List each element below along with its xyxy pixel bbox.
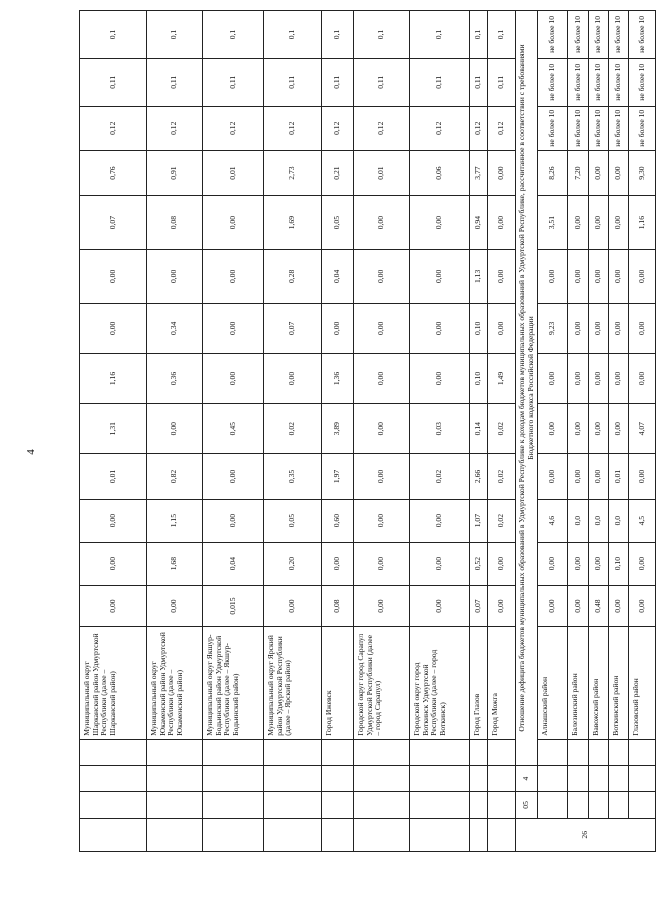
value-cell: 1,97 bbox=[322, 454, 354, 499]
blank-cell bbox=[80, 766, 147, 792]
blank-cell bbox=[568, 792, 589, 818]
value-cell: 0,08 bbox=[147, 196, 203, 250]
blank-cell bbox=[80, 792, 147, 818]
blank-cell bbox=[470, 818, 488, 851]
value-cell: 0,00 bbox=[538, 454, 568, 499]
blank-cell bbox=[609, 766, 629, 792]
value-cell: 0,1 bbox=[488, 11, 516, 59]
value-cell: 0,00 bbox=[589, 150, 609, 195]
value-cell: 0,08 bbox=[322, 585, 354, 627]
value-cell: 0,00 bbox=[203, 303, 264, 353]
value-cell: не более 10 bbox=[629, 11, 656, 59]
blank-cell bbox=[629, 792, 656, 818]
blank-cell bbox=[488, 766, 516, 792]
value-cell: 0,03 bbox=[410, 404, 470, 454]
value-cell: 0,21 bbox=[322, 150, 354, 195]
blank-cell bbox=[264, 818, 322, 851]
value-cell: 8,26 bbox=[538, 150, 568, 195]
blank-cell bbox=[264, 739, 322, 765]
blank-cell bbox=[568, 739, 589, 765]
value-cell: не более 10 bbox=[538, 106, 568, 150]
value-cell: 0,20 bbox=[264, 542, 322, 585]
table-row bbox=[354, 11, 410, 852]
value-cell: 0,11 bbox=[488, 58, 516, 106]
value-cell: 0,00 bbox=[568, 585, 589, 627]
value-cell: 0,00 bbox=[568, 249, 589, 303]
value-cell: 0,01 bbox=[354, 150, 410, 195]
blank-cell bbox=[609, 792, 629, 818]
value-cell: 0,11 bbox=[470, 58, 488, 106]
value-cell: 0,00 bbox=[589, 249, 609, 303]
value-cell: 0,35 bbox=[264, 454, 322, 499]
value-cell: 0,00 bbox=[538, 585, 568, 627]
value-cell: 0,00 bbox=[538, 404, 568, 454]
value-cell: 0,11 bbox=[410, 58, 470, 106]
value-cell: 0,00 bbox=[80, 249, 147, 303]
row-name: Город Ижевск bbox=[322, 627, 354, 739]
value-cell: 0,12 bbox=[488, 106, 516, 150]
value-cell: 0,07 bbox=[80, 196, 147, 250]
value-cell: 0,02 bbox=[410, 454, 470, 499]
value-cell: не более 10 bbox=[568, 106, 589, 150]
value-cell: 0,00 bbox=[354, 353, 410, 403]
value-cell: 0,11 bbox=[354, 58, 410, 106]
value-cell: 0,00 bbox=[410, 542, 470, 585]
value-cell: 0,60 bbox=[322, 499, 354, 542]
value-cell: 0,01 bbox=[80, 454, 147, 499]
value-cell: 0,00 bbox=[538, 249, 568, 303]
value-cell: 0,00 bbox=[80, 585, 147, 627]
blank-cell bbox=[203, 792, 264, 818]
value-cell: 9,30 bbox=[629, 150, 656, 195]
value-cell: 0,00 bbox=[629, 585, 656, 627]
blank-cell bbox=[410, 739, 470, 765]
value-cell: 0,01 bbox=[609, 454, 629, 499]
value-cell: 0,12 bbox=[354, 106, 410, 150]
blank-cell bbox=[538, 739, 568, 765]
blank-cell bbox=[147, 739, 203, 765]
value-cell: 0,12 bbox=[410, 106, 470, 150]
value-cell: 0,00 bbox=[410, 249, 470, 303]
value-cell: 0,00 bbox=[80, 499, 147, 542]
value-cell: 0,00 bbox=[410, 303, 470, 353]
value-cell: 0,01 bbox=[203, 150, 264, 195]
blank-cell bbox=[488, 739, 516, 765]
value-cell: 1,68 bbox=[147, 542, 203, 585]
blank-cell bbox=[147, 818, 203, 851]
value-cell: 0,00 bbox=[609, 249, 629, 303]
value-cell: не более 10 bbox=[589, 58, 609, 106]
value-cell: 0,00 bbox=[354, 303, 410, 353]
value-cell: 0,00 bbox=[568, 404, 589, 454]
blank-cell bbox=[354, 818, 410, 851]
blank-cell bbox=[147, 792, 203, 818]
value-cell: 1,13 bbox=[470, 249, 488, 303]
blank-cell bbox=[322, 818, 354, 851]
value-cell: 0,00 bbox=[488, 303, 516, 353]
value-cell: 0,00 bbox=[589, 542, 609, 585]
blank-cell bbox=[203, 766, 264, 792]
value-cell: 0,00 bbox=[488, 249, 516, 303]
table-row bbox=[470, 11, 488, 852]
value-cell: 0,02 bbox=[264, 404, 322, 454]
blank-cell bbox=[629, 739, 656, 765]
table-row bbox=[568, 11, 589, 852]
blank-cell bbox=[488, 818, 516, 851]
value-cell: 0,94 bbox=[470, 196, 488, 250]
value-cell: 4,07 bbox=[629, 404, 656, 454]
row-name: Балезинский район bbox=[568, 627, 589, 739]
value-cell: 0,00 bbox=[629, 303, 656, 353]
row-name: Город Можга bbox=[488, 627, 516, 739]
value-cell: 0,04 bbox=[322, 249, 354, 303]
section-subcode: 05 bbox=[516, 792, 538, 818]
value-cell: 0,00 bbox=[203, 499, 264, 542]
value-cell: 0,00 bbox=[568, 542, 589, 585]
value-cell: 0,1 bbox=[147, 11, 203, 59]
table-row bbox=[264, 11, 322, 852]
value-cell: 0,12 bbox=[322, 106, 354, 150]
value-cell: 0,05 bbox=[264, 499, 322, 542]
value-cell: 1,36 bbox=[322, 353, 354, 403]
blank-cell bbox=[410, 818, 470, 851]
value-cell: 0,00 bbox=[203, 454, 264, 499]
value-cell: 0,00 bbox=[354, 249, 410, 303]
value-cell: 0,07 bbox=[264, 303, 322, 353]
value-cell: 0,00 bbox=[354, 542, 410, 585]
value-cell: 0,1 bbox=[410, 11, 470, 59]
value-cell: 0,00 bbox=[488, 196, 516, 250]
blank-cell bbox=[80, 739, 147, 765]
value-cell: 0,00 bbox=[147, 404, 203, 454]
value-cell: 0,00 bbox=[568, 353, 589, 403]
section-number: 26 bbox=[516, 818, 656, 851]
value-cell: не более 10 bbox=[538, 11, 568, 59]
value-cell: 4,5 bbox=[629, 499, 656, 542]
value-cell: 0,82 bbox=[147, 454, 203, 499]
blank-cell bbox=[609, 739, 629, 765]
value-cell: 9,23 bbox=[538, 303, 568, 353]
blank-cell bbox=[354, 766, 410, 792]
value-cell: 0,00 bbox=[629, 353, 656, 403]
value-cell: 0,00 bbox=[609, 150, 629, 195]
value-cell: 0,0 bbox=[609, 499, 629, 542]
value-cell: 0,00 bbox=[488, 585, 516, 627]
value-cell: 0,12 bbox=[147, 106, 203, 150]
value-cell: 0,00 bbox=[609, 404, 629, 454]
rotated-table-container bbox=[79, 10, 646, 852]
value-cell: 0,12 bbox=[203, 106, 264, 150]
value-cell: 0,12 bbox=[470, 106, 488, 150]
blank-cell bbox=[264, 792, 322, 818]
value-cell: 0,34 bbox=[147, 303, 203, 353]
value-cell: 0,10 bbox=[609, 542, 629, 585]
value-cell: 1,16 bbox=[80, 353, 147, 403]
value-cell: 0,11 bbox=[322, 58, 354, 106]
value-cell: 0,00 bbox=[488, 542, 516, 585]
value-cell: 0,00 bbox=[629, 542, 656, 585]
value-cell: 0,00 bbox=[589, 404, 609, 454]
row-name: Муниципальный округ Якшур-Бодьинский район Удмуртской Республики (далее – Якшур-Бодьинский район) bbox=[203, 627, 264, 739]
row-name: Городской округ город Воткинск Удмуртской Республики (далее – город Воткинск) bbox=[410, 627, 470, 739]
table-row bbox=[80, 11, 147, 852]
value-cell: 0,0 bbox=[568, 499, 589, 542]
table-row bbox=[609, 11, 629, 852]
value-cell: 0,00 bbox=[589, 196, 609, 250]
value-cell: 0,11 bbox=[147, 58, 203, 106]
value-cell: 0,00 bbox=[589, 353, 609, 403]
value-cell: 0,1 bbox=[322, 11, 354, 59]
value-cell: не более 10 bbox=[568, 11, 589, 59]
value-cell: 0,00 bbox=[203, 353, 264, 403]
section-title: Отношение дефицита бюджетов муниципальных образований в Удмуртской Республике к доходам бюджетов муниципальных образований в Удмуртской Республике, рассчитанное в соответствии с требованиями Бюджетного кодекса Российской Федерации bbox=[516, 11, 538, 766]
row-name: Муниципальный округ Шарканский район Удмуртской Республики (далее – Шарканский район) bbox=[80, 627, 147, 739]
value-cell: 0,04 bbox=[203, 542, 264, 585]
value-cell: 2,73 bbox=[264, 150, 322, 195]
value-cell: 0,11 bbox=[80, 58, 147, 106]
value-cell: 0,00 bbox=[322, 303, 354, 353]
blank-cell bbox=[203, 818, 264, 851]
value-cell: не более 10 bbox=[629, 106, 656, 150]
value-cell: 7,20 bbox=[568, 150, 589, 195]
indicators-table bbox=[79, 10, 656, 852]
row-name: Муниципальный округ Ярский район Удмуртской Республики (далее – Ярский район) bbox=[264, 627, 322, 739]
table-row bbox=[410, 11, 470, 852]
row-name: Глазовский район bbox=[629, 627, 656, 739]
value-cell: 0,00 bbox=[538, 353, 568, 403]
value-cell: не более 10 bbox=[589, 11, 609, 59]
value-cell: 0,0 bbox=[589, 499, 609, 542]
value-cell: 1,49 bbox=[488, 353, 516, 403]
value-cell: 0,00 bbox=[80, 542, 147, 585]
row-name: Муниципальный округ Юкаменский район Удмуртской Республики (далее – Юкаменский район) bbox=[147, 627, 203, 739]
blank-cell bbox=[538, 792, 568, 818]
value-cell: 0,00 bbox=[264, 585, 322, 627]
value-cell: 0,06 bbox=[410, 150, 470, 195]
blank-cell bbox=[470, 739, 488, 765]
row-name: Вавожский район bbox=[589, 627, 609, 739]
blank-cell bbox=[322, 766, 354, 792]
blank-cell bbox=[410, 792, 470, 818]
table-row bbox=[629, 11, 656, 852]
blank-cell bbox=[470, 766, 488, 792]
blank-cell bbox=[470, 792, 488, 818]
blank-cell bbox=[589, 766, 609, 792]
table-row bbox=[488, 11, 516, 852]
value-cell: 0,02 bbox=[488, 499, 516, 542]
value-cell: 0,00 bbox=[609, 585, 629, 627]
value-cell: 0,00 bbox=[488, 150, 516, 195]
value-cell: не более 10 bbox=[609, 58, 629, 106]
blank-cell bbox=[568, 766, 589, 792]
value-cell: 0,12 bbox=[264, 106, 322, 150]
section-heading-row bbox=[516, 11, 538, 852]
value-cell: 0,00 bbox=[80, 303, 147, 353]
blank-cell bbox=[322, 792, 354, 818]
value-cell: 0,28 bbox=[264, 249, 322, 303]
value-cell: 0,1 bbox=[80, 11, 147, 59]
value-cell: 0,00 bbox=[354, 585, 410, 627]
value-cell: не более 10 bbox=[629, 58, 656, 106]
blank-cell bbox=[147, 766, 203, 792]
value-cell: 0,00 bbox=[568, 454, 589, 499]
value-cell: 0,02 bbox=[488, 454, 516, 499]
value-cell: 0,00 bbox=[322, 542, 354, 585]
value-cell: 0,10 bbox=[470, 303, 488, 353]
table-row bbox=[147, 11, 203, 852]
value-cell: 0,36 bbox=[147, 353, 203, 403]
value-cell: 0,00 bbox=[147, 585, 203, 627]
value-cell: 0,00 bbox=[354, 404, 410, 454]
value-cell: 3,51 bbox=[538, 196, 568, 250]
value-cell: 0,00 bbox=[354, 454, 410, 499]
value-cell: 0,45 bbox=[203, 404, 264, 454]
value-cell: 0,015 bbox=[203, 585, 264, 627]
value-cell: 0,00 bbox=[354, 196, 410, 250]
value-cell: 0,1 bbox=[203, 11, 264, 59]
table-row bbox=[322, 11, 354, 852]
value-cell: не более 10 bbox=[609, 11, 629, 59]
value-cell: 4,6 bbox=[538, 499, 568, 542]
value-cell: 0,00 bbox=[410, 196, 470, 250]
value-cell: 0,00 bbox=[147, 249, 203, 303]
blank-cell bbox=[488, 792, 516, 818]
value-cell: 0,00 bbox=[609, 196, 629, 250]
value-cell: не более 10 bbox=[538, 58, 568, 106]
value-cell: 0,00 bbox=[410, 353, 470, 403]
value-cell: 0,00 bbox=[203, 196, 264, 250]
row-name: Город Глазов bbox=[470, 627, 488, 739]
value-cell: 0,07 bbox=[470, 585, 488, 627]
blank-cell bbox=[629, 766, 656, 792]
value-cell: 1,69 bbox=[264, 196, 322, 250]
value-cell: 0,14 bbox=[470, 404, 488, 454]
section-column-code: 4 bbox=[516, 766, 538, 792]
row-name: Воткинский район bbox=[609, 627, 629, 739]
value-cell: 0,00 bbox=[589, 303, 609, 353]
value-cell: 0,76 bbox=[80, 150, 147, 195]
blank-cell bbox=[354, 792, 410, 818]
table-body bbox=[80, 11, 656, 852]
value-cell: 0,00 bbox=[264, 353, 322, 403]
value-cell: 3,89 bbox=[322, 404, 354, 454]
blank-cell bbox=[80, 818, 147, 851]
value-cell: 0,1 bbox=[354, 11, 410, 59]
value-cell: не более 10 bbox=[609, 106, 629, 150]
value-cell: 0,00 bbox=[609, 353, 629, 403]
value-cell: 0,11 bbox=[264, 58, 322, 106]
value-cell: 0,05 bbox=[322, 196, 354, 250]
value-cell: 1,15 bbox=[147, 499, 203, 542]
value-cell: 0,00 bbox=[568, 303, 589, 353]
value-cell: 0,10 bbox=[470, 353, 488, 403]
blank-cell bbox=[410, 766, 470, 792]
blank-cell bbox=[589, 792, 609, 818]
table-row bbox=[203, 11, 264, 852]
value-cell: 3,77 bbox=[470, 150, 488, 195]
value-cell: 0,91 bbox=[147, 150, 203, 195]
table-row bbox=[538, 11, 568, 852]
row-name: Алнашский район bbox=[538, 627, 568, 739]
value-cell: 0,00 bbox=[629, 454, 656, 499]
value-cell: 0,00 bbox=[538, 542, 568, 585]
value-cell: 2,66 bbox=[470, 454, 488, 499]
blank-cell bbox=[538, 766, 568, 792]
value-cell: 0,00 bbox=[629, 249, 656, 303]
value-cell: 0,52 bbox=[470, 542, 488, 585]
value-cell: не более 10 bbox=[589, 106, 609, 150]
value-cell: 0,48 bbox=[589, 585, 609, 627]
blank-cell bbox=[322, 739, 354, 765]
value-cell: 1,07 bbox=[470, 499, 488, 542]
value-cell: 0,12 bbox=[80, 106, 147, 150]
value-cell: 0,1 bbox=[470, 11, 488, 59]
value-cell: 1,16 bbox=[629, 196, 656, 250]
value-cell: 0,00 bbox=[354, 499, 410, 542]
value-cell: 0,00 bbox=[410, 585, 470, 627]
value-cell: 1,31 bbox=[80, 404, 147, 454]
blank-cell bbox=[203, 739, 264, 765]
row-name: Городской округ город Сарапул Удмуртской Республики (далее – город Сарапул) bbox=[354, 627, 410, 739]
value-cell: 0,00 bbox=[609, 303, 629, 353]
blank-cell bbox=[264, 766, 322, 792]
value-cell: 0,1 bbox=[264, 11, 322, 59]
table-row bbox=[589, 11, 609, 852]
page-number: 4 bbox=[24, 449, 37, 455]
value-cell: 0,00 bbox=[589, 454, 609, 499]
value-cell: 0,00 bbox=[410, 499, 470, 542]
blank-cell bbox=[354, 739, 410, 765]
value-cell: 0,00 bbox=[203, 249, 264, 303]
value-cell: 0,00 bbox=[568, 196, 589, 250]
blank-cell bbox=[589, 739, 609, 765]
value-cell: не более 10 bbox=[568, 58, 589, 106]
value-cell: 0,02 bbox=[488, 404, 516, 454]
value-cell: 0,11 bbox=[203, 58, 264, 106]
